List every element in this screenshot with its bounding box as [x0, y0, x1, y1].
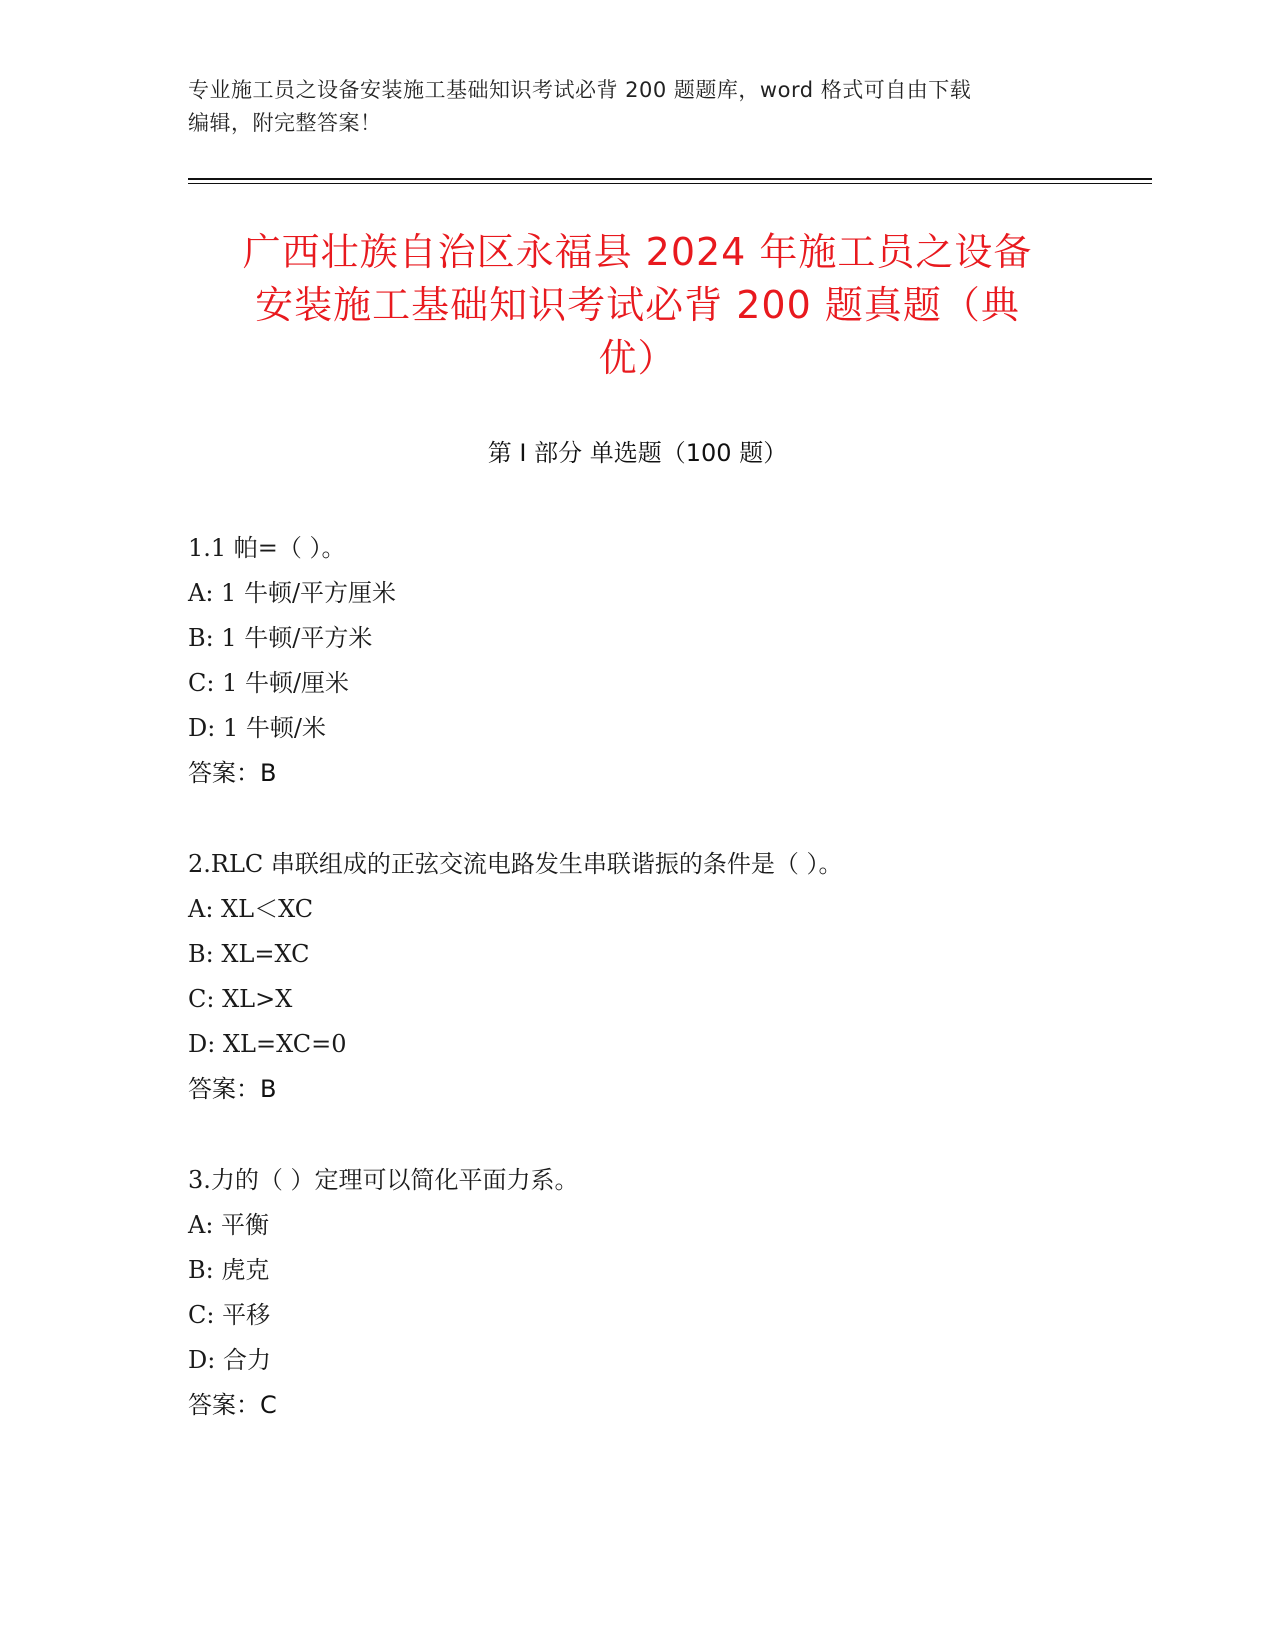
option-a: A: XL＜XC	[188, 895, 314, 923]
question-item	[188, 1158, 1148, 1428]
answer-line: 答案：B	[188, 759, 277, 787]
question-list	[188, 526, 1148, 1474]
header-note	[188, 74, 1068, 140]
option-a: A: 1 牛顿/平方厘米	[188, 579, 397, 607]
option-b: B: 1 牛顿/平方米	[188, 624, 373, 652]
header-divider-thick	[188, 178, 1152, 180]
header-note-line-2: 编辑，附完整答案！	[188, 111, 382, 135]
question-stem: 2.RLC 串联组成的正弦交流电路发生串联谐振的条件是（ ）。	[188, 850, 843, 878]
option-d: D: 1 牛顿/米	[188, 714, 326, 742]
document-title-line-1: 广西壮族自治区永福县 2024 年施工员之设备	[242, 230, 1033, 274]
document-title-line-3: 优）	[598, 336, 677, 380]
document-title-line-2: 安装施工基础知识考试必背 200 题真题（典	[255, 283, 1020, 327]
header-divider-thin	[188, 183, 1152, 184]
document-title	[150, 226, 1125, 385]
option-d: D: 合力	[188, 1346, 271, 1374]
section-title: 第 I 部分 单选题（100 题）	[487, 439, 788, 467]
answer-line: 答案：B	[188, 1075, 277, 1103]
question-stem: 1.1 帕=（ ）。	[188, 534, 346, 562]
question-item	[188, 842, 1148, 1112]
answer-line: 答案：C	[188, 1391, 277, 1419]
option-c: C: XL>X	[188, 985, 293, 1013]
question-item	[188, 526, 1148, 796]
option-c: C: 平移	[188, 1301, 271, 1329]
question-stem: 3.力的（ ）定理可以简化平面力系。	[188, 1166, 579, 1194]
option-b: B: XL=XC	[188, 940, 310, 968]
header-note-line-1: 专业施工员之设备安装施工基础知识考试必背 200 题题库，word 格式可自由下载	[188, 78, 972, 102]
option-d: D: XL=XC=0	[188, 1030, 347, 1058]
option-a: A: 平衡	[188, 1211, 270, 1239]
option-b: B: 虎克	[188, 1256, 270, 1284]
option-c: C: 1 牛顿/厘米	[188, 669, 350, 697]
